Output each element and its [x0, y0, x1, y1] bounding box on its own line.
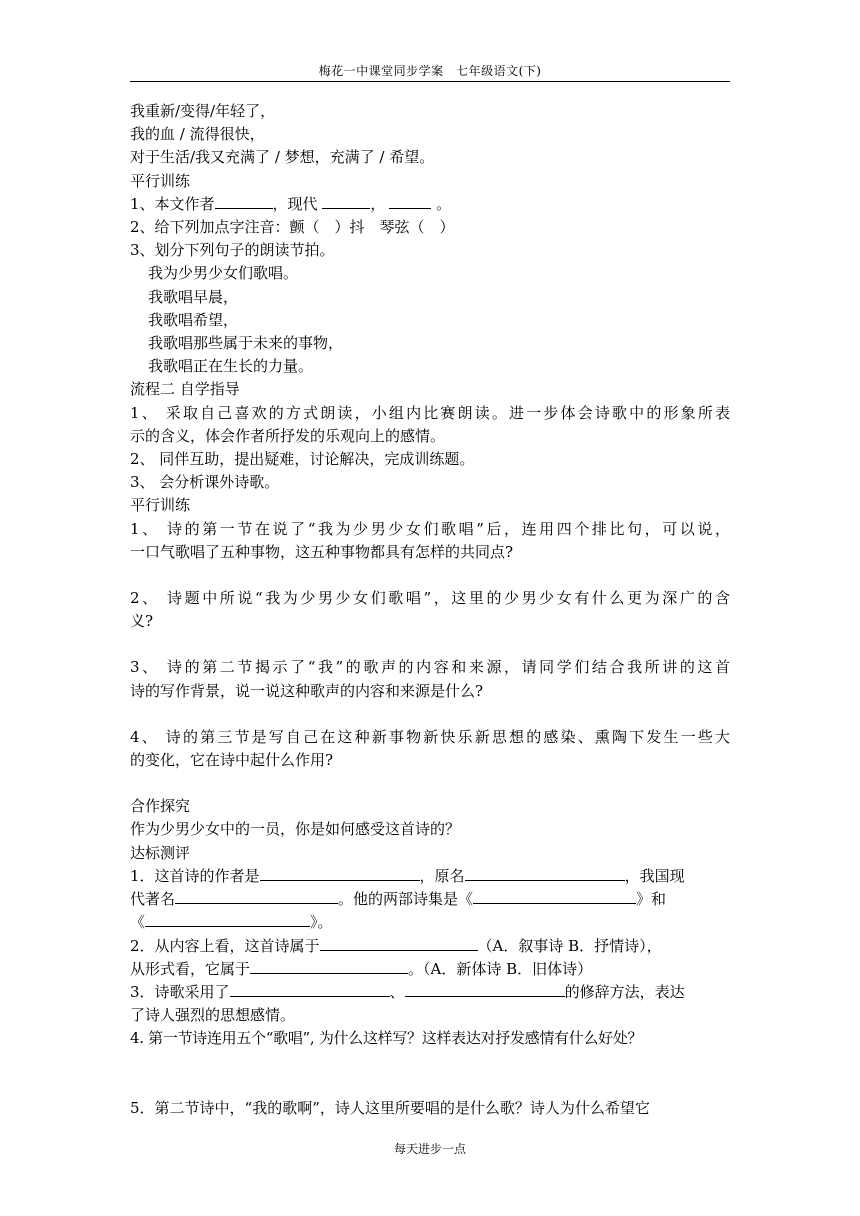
- practice2-q4-line-1: 4、 诗的第三节是写自己在这种新事物新快乐新思想的感染、熏陶下发生一些大: [130, 727, 730, 746]
- answer-blank[interactable]: [405, 981, 565, 997]
- test-q1-b: ，原名: [419, 866, 465, 885]
- test-q1-f: 》和: [636, 890, 667, 909]
- poem-line: 我歌唱正在生长的力量。: [148, 357, 314, 376]
- test-q1-h: 》。: [310, 913, 333, 932]
- test-q2-a: 2．从内容上看，这首诗属于: [130, 936, 320, 955]
- answer-blank[interactable]: [230, 981, 390, 997]
- practice2-q3-line-1: 3、 诗的第二节揭示了“我”的歌声的内容和来源，请同学们结合我所讲的这首: [130, 658, 730, 677]
- test-q5: 5．第二节诗中，“我的歌啊”，诗人这里所要唱的是什么歌？诗人为什么希望它: [130, 1098, 650, 1117]
- practice2-q2-line-1: 2、 诗题中所说“我为少男少女们歌唱”，这里的少男少女有什么更为深广的含: [130, 589, 730, 608]
- q1-text-c: ，: [370, 194, 386, 213]
- test-q3-line-2: 了诗人强烈的思想感情。: [130, 1006, 296, 1025]
- practice2-q2-line-2: 义?: [130, 612, 154, 631]
- cooperate-heading: 合作探究: [130, 797, 191, 816]
- intro-line-3: 对于生活/我又充满了 / 梦想，充满了 / 希望。: [130, 148, 435, 167]
- answer-blank[interactable]: [465, 865, 625, 881]
- test-q3-b: 、: [389, 982, 405, 1001]
- process2-item-2: 2、 同伴互助，提出疑难，讨论解决，完成训练题。: [130, 450, 475, 469]
- process2-item-3: 3、 会分析课外诗歌。: [130, 473, 280, 492]
- test-q2-line-2: [130, 958, 730, 981]
- practice2-q4-line-2: 的变化，它在诗中起什么作用?: [130, 751, 334, 770]
- process2-item-1-line-2: 示的含义，体会作者所抒发的乐观向上的感情。: [130, 426, 446, 445]
- poem-line: 我歌唱那些属于未来的事物，: [148, 334, 344, 353]
- cooperate-text: 作为少男少女中的一员，你是如何感受这首诗的？: [130, 820, 461, 839]
- q1-text-a: 1、本文作者: [130, 194, 215, 213]
- test-q3-c: 的修辞方法，表达: [564, 982, 685, 1001]
- test-heading: 达标测评: [130, 843, 191, 862]
- test-q3-line-1: [130, 981, 730, 1004]
- page-header: 梅花一中课堂同步学案 七年级语文(下): [318, 64, 542, 78]
- poem-line: 我歌唱希望，: [148, 310, 239, 329]
- test-q1-d: 代著名: [130, 890, 176, 909]
- test-q1-line-2: [130, 888, 730, 911]
- answer-blank[interactable]: [175, 888, 338, 904]
- q1-text-d: 。: [436, 194, 452, 213]
- test-q2-d: 。（A．新体诗 B．旧体诗）: [408, 959, 593, 978]
- practice1-q1: [130, 193, 730, 216]
- header-rule: [130, 81, 730, 82]
- practice2-q1-line-1: 1、 诗的第一节在说了“我为少男少女们歌唱”后，连用四个排比句，可以说，: [130, 519, 730, 538]
- answer-blank[interactable]: [250, 958, 408, 974]
- answer-blank[interactable]: [215, 193, 273, 209]
- test-q2-line-1: [130, 935, 730, 958]
- test-q1-e: 。他的两部诗集是《: [338, 890, 474, 909]
- practice2-q1-line-2: 一口气歌唱了五种事物，这五种事物都具有怎样的共同点?: [130, 542, 514, 561]
- test-q1-line-3: [130, 911, 730, 934]
- process2-item-1-line-1: 1、 采取自己喜欢的方式朗读，小组内比赛朗读。进一步体会诗歌中的形象所表: [130, 403, 730, 422]
- test-q3-a: 3．诗歌采用了: [130, 982, 230, 1001]
- answer-blank[interactable]: [389, 193, 431, 209]
- answer-blank[interactable]: [473, 888, 636, 904]
- answer-blank[interactable]: [145, 911, 310, 927]
- test-q1-line-1: [130, 865, 730, 888]
- practice2-heading: 平行训练: [130, 496, 191, 515]
- process2-heading: 流程二 自学指导: [130, 380, 240, 399]
- test-q1-g: 《: [130, 913, 146, 932]
- poem-line: 我为少男少女们歌唱。: [148, 264, 299, 283]
- intro-line-2: 我的血 / 流得很快，: [130, 125, 265, 144]
- intro-line-1: 我重新/变得/年轻了，: [130, 102, 276, 120]
- test-q1-c: ，我国现: [624, 866, 685, 885]
- test-q2-c: 从形式看，它属于: [130, 959, 251, 978]
- practice1-heading: 平行训练: [130, 171, 191, 190]
- test-q1-a: 1．这首诗的作者是: [130, 866, 260, 885]
- practice2-q3-line-2: 诗的写作背景，说一说这种歌声的内容和来源是什么?: [130, 681, 484, 700]
- test-q2-b: （A．叙事诗 B．抒情诗），: [477, 936, 662, 955]
- answer-blank[interactable]: [260, 865, 420, 881]
- practice1-q2: 2、给下列加点字注音：颤（ ）抖 琴弦（ ）: [130, 218, 455, 237]
- practice1-q3: 3、划分下列句子的朗读节拍。: [130, 241, 335, 260]
- page-footer: 每天进步一点: [393, 1142, 466, 1156]
- q1-text-b: ，现代: [272, 194, 318, 213]
- test-q4: 4. 第一节诗连用五个“歌唱”, 为什么这样写？这样表达对抒发感情有什么好处？: [130, 1029, 643, 1048]
- answer-blank[interactable]: [322, 193, 370, 209]
- answer-blank[interactable]: [320, 935, 478, 951]
- document-body: [130, 100, 730, 1120]
- poem-line: 我歌唱早晨，: [148, 287, 239, 306]
